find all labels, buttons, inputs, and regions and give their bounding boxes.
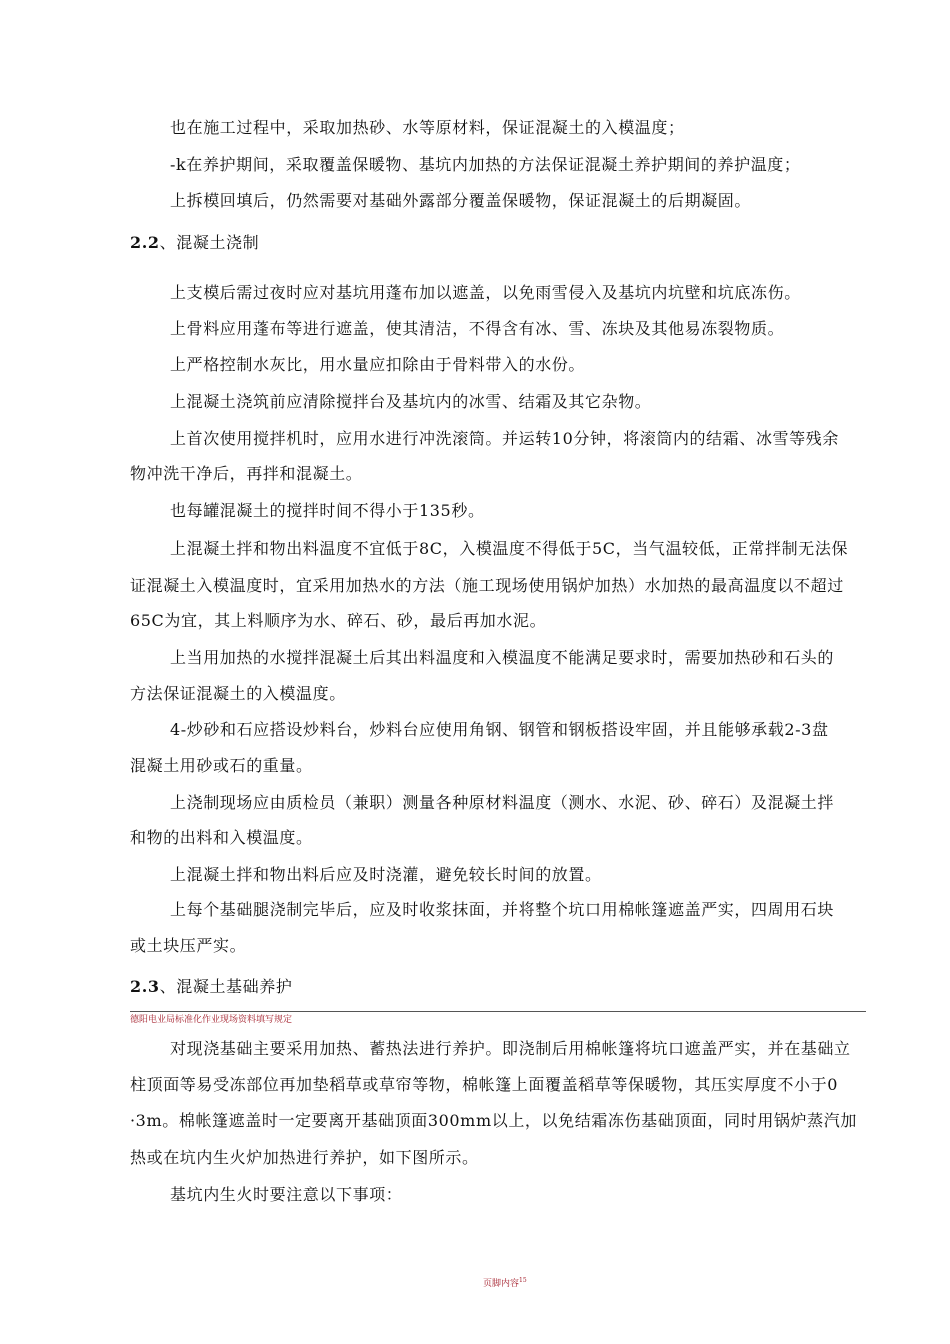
paragraph-line: 上混凝土拌和物出料温度不宜低于8C，入模温度不得低于5C，当气温较低，正常拌制无法保 — [170, 539, 849, 558]
section-title: 、混凝土浇制 — [159, 233, 260, 252]
paragraph-line: 也每罐混凝土的搅拌时间不得小于135秒。 — [170, 501, 485, 520]
paragraph-line: 上浇制现场应由质检员（兼职）测量各种原材料温度（测水、水泥、砂、碎石）及混凝土拌 — [170, 793, 835, 812]
paragraph-line: ·3m。棉帐篷遮盖时一定要离开基础顶面300mm以上，以免结霜冻伤基础顶面，同时用锅炉蒸汽加 — [130, 1111, 857, 1130]
page-footer — [483, 1275, 527, 1290]
paragraph-line: 上拆模回填后，仍然需要对基础外露部分覆盖保暖物，保证混凝土的后期凝固。 — [170, 191, 752, 210]
paragraph-line: 上首次使用搅拌机时，应用水进行冲洗滚筒。并运转10分钟，将滚筒内的结霜、冰雪等残余 — [170, 429, 839, 448]
section-number: 2.2 — [130, 233, 160, 252]
section-title: 、混凝土基础养护 — [159, 977, 293, 996]
paragraph-line: 上骨料应用蓬布等进行遮盖，使其清洁，不得含有冰、雪、冻块及其他易冻裂物质。 — [170, 319, 785, 338]
paragraph-line: 也在施工过程中，采取加热砂、水等原材料，保证混凝土的入模温度； — [170, 118, 685, 137]
paragraph-line: 方法保证混凝土的入模温度。 — [130, 684, 346, 703]
paragraph-line: 混凝土用砂或石的重量。 — [130, 756, 313, 775]
section-number: 2.3 — [130, 977, 160, 996]
paragraph-line: 证混凝土入模温度时，宜采用加热水的方法（施工现场使用锅炉加热）水加热的最高温度以不超过 — [130, 576, 844, 595]
footer-label: 页脚内容 — [483, 1279, 520, 1289]
header-divider — [130, 1011, 866, 1012]
paragraph-line: -k在养护期间，采取覆盖保暖物、基坑内加热的方法保证混凝土养护期间的养护温度； — [170, 155, 801, 174]
page-number: 15 — [519, 1277, 527, 1284]
paragraph-line: 4-炒砂和石应搭设炒料台，炒料台应使用角钢、钢管和钢板搭设牢固，并且能够承载2-3盘 — [170, 720, 829, 739]
page-header-text: 德阳电业局标准化作业现场资料填写规定 — [130, 1015, 293, 1025]
paragraph-line: 和物的出料和入模温度。 — [130, 828, 313, 847]
paragraph-line: 或土块压严实。 — [130, 936, 247, 955]
paragraph-line: 上每个基础腿浇制完毕后，应及时收浆抹面，并将整个坑口用棉帐篷遮盖严实，四周用石块 — [170, 900, 835, 919]
paragraph-line: 上混凝土拌和物出料后应及时浇灌，避免较长时间的放置。 — [170, 865, 602, 884]
paragraph-line: 对现浇基础主要采用加热、蓄热法进行养护。即浇制后用棉帐篷将坑口遮盖严实，并在基础立 — [170, 1039, 851, 1058]
paragraph-line: 物冲洗干净后，再拌和混凝土。 — [130, 464, 363, 483]
section-heading-2-2 — [130, 232, 259, 254]
paragraph-line: 65C为宜，其上料顺序为水、碎石、砂，最后再加水泥。 — [130, 611, 547, 630]
paragraph-line: 柱顶面等易受冻部位再加垫稻草或草帘等物，棉帐篷上面覆盖稻草等保暖物，其压实厚度不小于0 — [130, 1075, 838, 1094]
paragraph-line: 上支模后需过夜时应对基坑用蓬布加以遮盖，以免雨雪侵入及基坑内坑壁和坑底冻伤。 — [170, 283, 801, 302]
section-heading-2-3 — [130, 976, 292, 998]
paragraph-line: 上混凝土浇筑前应清除搅拌台及基坑内的冰雪、结霜及其它杂物。 — [170, 392, 652, 411]
paragraph-line: 基坑内生火时要注意以下事项： — [170, 1185, 403, 1204]
paragraph-line: 热或在坑内生火炉加热进行养护，如下图所示。 — [130, 1148, 479, 1167]
paragraph-line: 上严格控制水灰比，用水量应扣除由于骨料带入的水份。 — [170, 355, 586, 374]
paragraph-line: 上当用加热的水搅拌混凝土后其出料温度和入模温度不能满足要求时，需要加热砂和石头的 — [170, 648, 835, 667]
